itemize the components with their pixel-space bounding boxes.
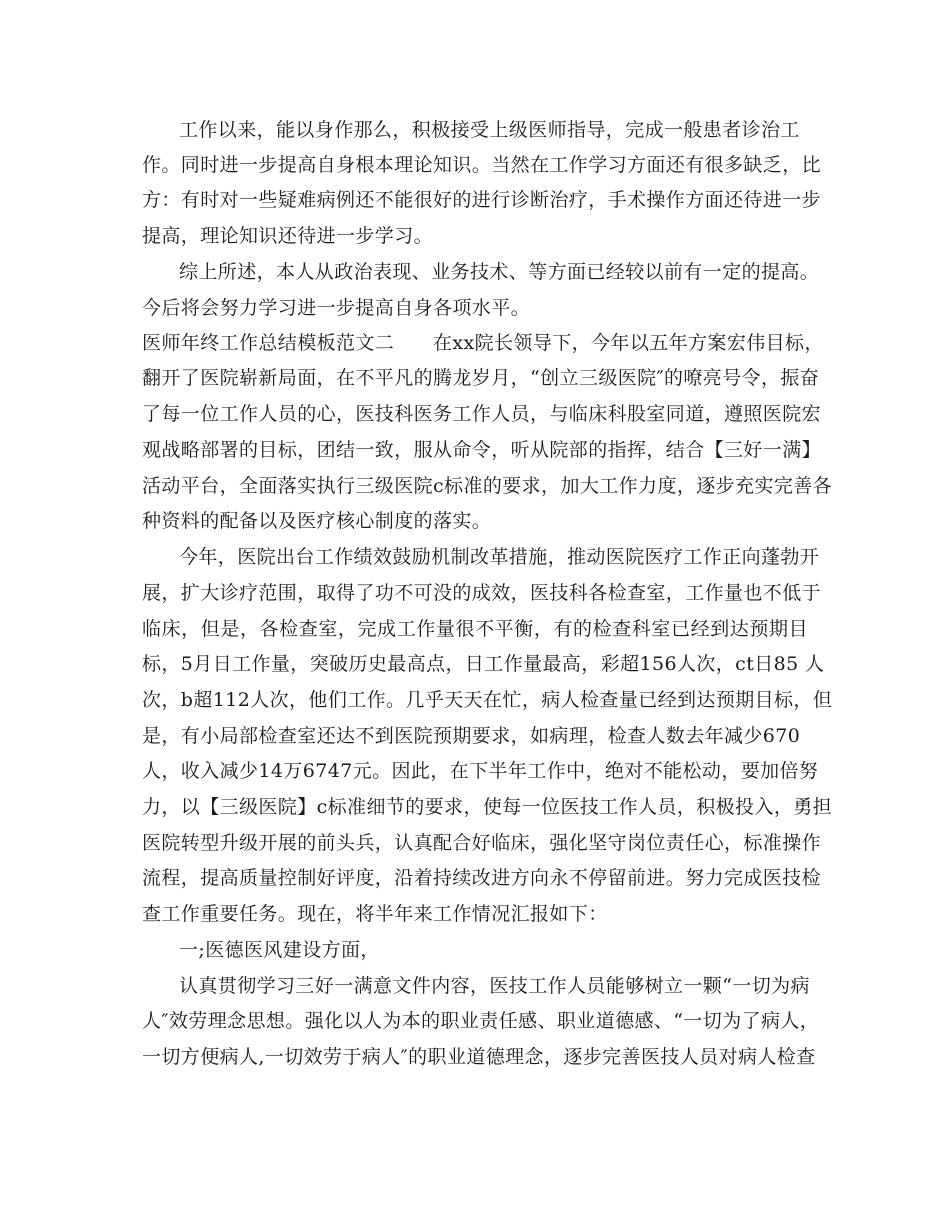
- paragraph-line: 标，5月日工作量，突破历史最高点，日工作量最高，彩超156人次，ct日85 人: [142, 653, 825, 675]
- paragraph-line: 流程，提高质量控制好评度，沿着持续改进方向永不停留前进。努力完成医技检: [142, 867, 822, 889]
- paragraph-line: 一切方便病人,一切效劳于病人″的职业道德理念，逐步完善医技人员对病人检查: [142, 1046, 816, 1068]
- paragraph-line: 活动平台，全面落实执行三级医院c标准的要求，加大工作力度，逐步充实完善各: [142, 475, 833, 497]
- list-heading-line: 一;医德医风建设方面，: [179, 939, 380, 961]
- paragraph-line: 综上所述，本人从政治表现、业务技术、等方面已经较以前有一定的提高。: [179, 261, 820, 283]
- paragraph-line: 种资料的配备以及医疗核心制度的落实。: [142, 510, 492, 532]
- paragraph-line: 工作以来，能以身作那么，积极接受上级医师指导，完成一般患者诊治工: [179, 119, 800, 141]
- paragraph-line: 次，b超112人次，他们工作。几乎天天在忙，病人检查量已经到达预期目标，但: [142, 689, 833, 711]
- paragraph-line: 翻开了医院崭新局面，在不平凡的腾龙岁月，“创立三级医院″的嘹亮号令，振奋: [142, 367, 820, 389]
- paragraph-line: 了每一位工作人员的心，医技科医务工作人员，与临床科股室同道，遵照医院宏: [142, 403, 822, 425]
- paragraph-line: 查工作重要任务。现在，将半年来工作情况汇报如下：: [142, 903, 608, 925]
- paragraph-line: 是，有小局部检查室还达不到医院预期要求，如病理，检查人数去年减少670: [142, 725, 801, 747]
- paragraph-line: 展，扩大诊疗范围，取得了功不可没的成效，医技科各检查室，工作量也不低于: [142, 582, 822, 604]
- paragraph-line: 方：有时对一些疑难病例还不能很好的进行诊断治疗，手术操作方面还待进一步: [142, 189, 822, 211]
- paragraph-line: 观战略部署的目标，团结一致，服从命令，听从院部的指挥，结合【三好一满】: [142, 439, 822, 461]
- paragraph-line: 人，收入减少14万6747元。因此，在下半年工作中，绝对不能松动，要加倍努: [142, 760, 819, 782]
- paragraph-line: 今年，医院出台工作绩效鼓励机制改革措施，推动医院医疗工作正向蓬勃开: [179, 546, 820, 568]
- paragraph-line: 作。同时进一步提高自身根本理论知识。当然在工作学习方面还有很多缺乏，比: [142, 154, 822, 176]
- paragraph-line: 人″效劳理念思想。强化以人为本的职业责任感、职业道德感、“一切为了病人，: [142, 1010, 820, 1032]
- section-heading-line: 医师年终工作总结模板范文二 在xx院长领导下，今年以五年方案宏伟目标，: [142, 332, 824, 354]
- paragraph-line: 认真贯彻学习三好一满意文件内容，医技工作人员能够树立一颗“一切为病: [179, 975, 810, 997]
- paragraph-line: 医院转型升级开展的前头兵，认真配合好临床，强化坚守岗位责任心，标准操作: [142, 832, 822, 854]
- paragraph-line: 力，以【三级医院】c标准细节的要求，使每一位医技工作人员，积极投入，勇担: [142, 796, 833, 818]
- paragraph-line: 临床，但是，各检查室，完成工作量很不平衡，有的检查科室已经到达预期目: [142, 618, 808, 640]
- paragraph-line: 提高，理论知识还待进一步学习。: [142, 225, 434, 247]
- paragraph-line: 今后将会努力学习进一步提高自身各项水平。: [142, 297, 531, 319]
